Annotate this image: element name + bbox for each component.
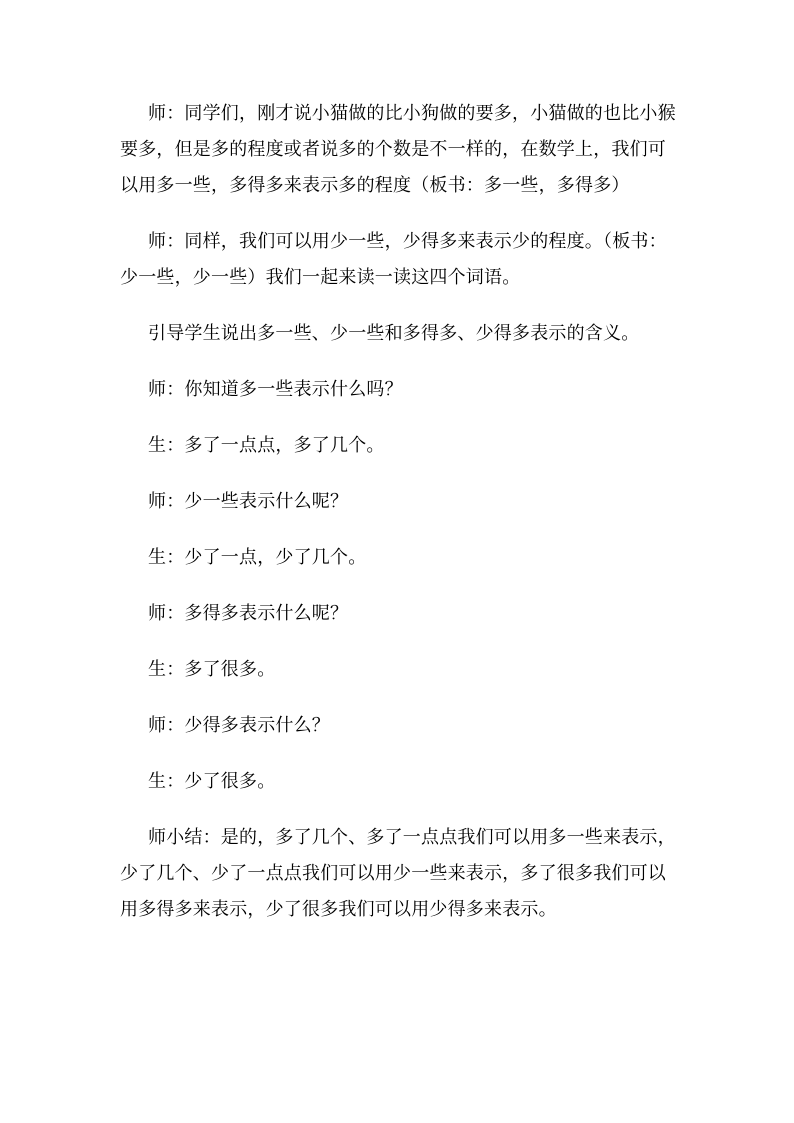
document-body bbox=[120, 96, 680, 928]
paragraph-teacher-intro: 师：同学们，刚才说小猫做的比小狗做的要多，小猫做的也比小猴要多，但是多的程度或者说多的个数是不一样的，在数学上，我们可以用多一些，多得多来表示多的程度（板书：多一些，多得多） bbox=[120, 103, 676, 196]
paragraph-student-answer-3: 生：多了很多。 bbox=[148, 659, 276, 680]
paragraph-teacher-question-2: 师：少一些表示什么呢？ bbox=[148, 491, 349, 512]
paragraph-teacher-summary: 师小结：是的，多了几个、多了一点点我们可以用多一些来表示，少了几个、少了一点点我们可以用少一些来表示，多了很多我们可以用多得多来表示，少了很多我们可以用少得多来表示。 bbox=[120, 827, 676, 920]
paragraph-teacher-same: 师：同样，我们可以用少一些，少得多来表示少的程度。（板书：少一些，少一些）我们一起来读一读这四个词语。 bbox=[120, 231, 667, 288]
paragraph-student-answer-4: 生：少了很多。 bbox=[148, 771, 276, 792]
paragraph-student-answer-2: 生：少了一点，少了几个。 bbox=[148, 547, 367, 568]
paragraph-student-answer-1: 生：多了一点点，多了几个。 bbox=[148, 435, 385, 456]
paragraph-guide: 引导学生说出多一些、少一些和多得多、少得多表示的含义。 bbox=[148, 323, 640, 344]
paragraph-teacher-question-4: 师：少得多表示什么？ bbox=[148, 715, 330, 736]
paragraph-teacher-question-1: 师：你知道多一些表示什么吗？ bbox=[148, 379, 403, 400]
paragraph-teacher-question-3: 师：多得多表示什么呢？ bbox=[148, 603, 349, 624]
